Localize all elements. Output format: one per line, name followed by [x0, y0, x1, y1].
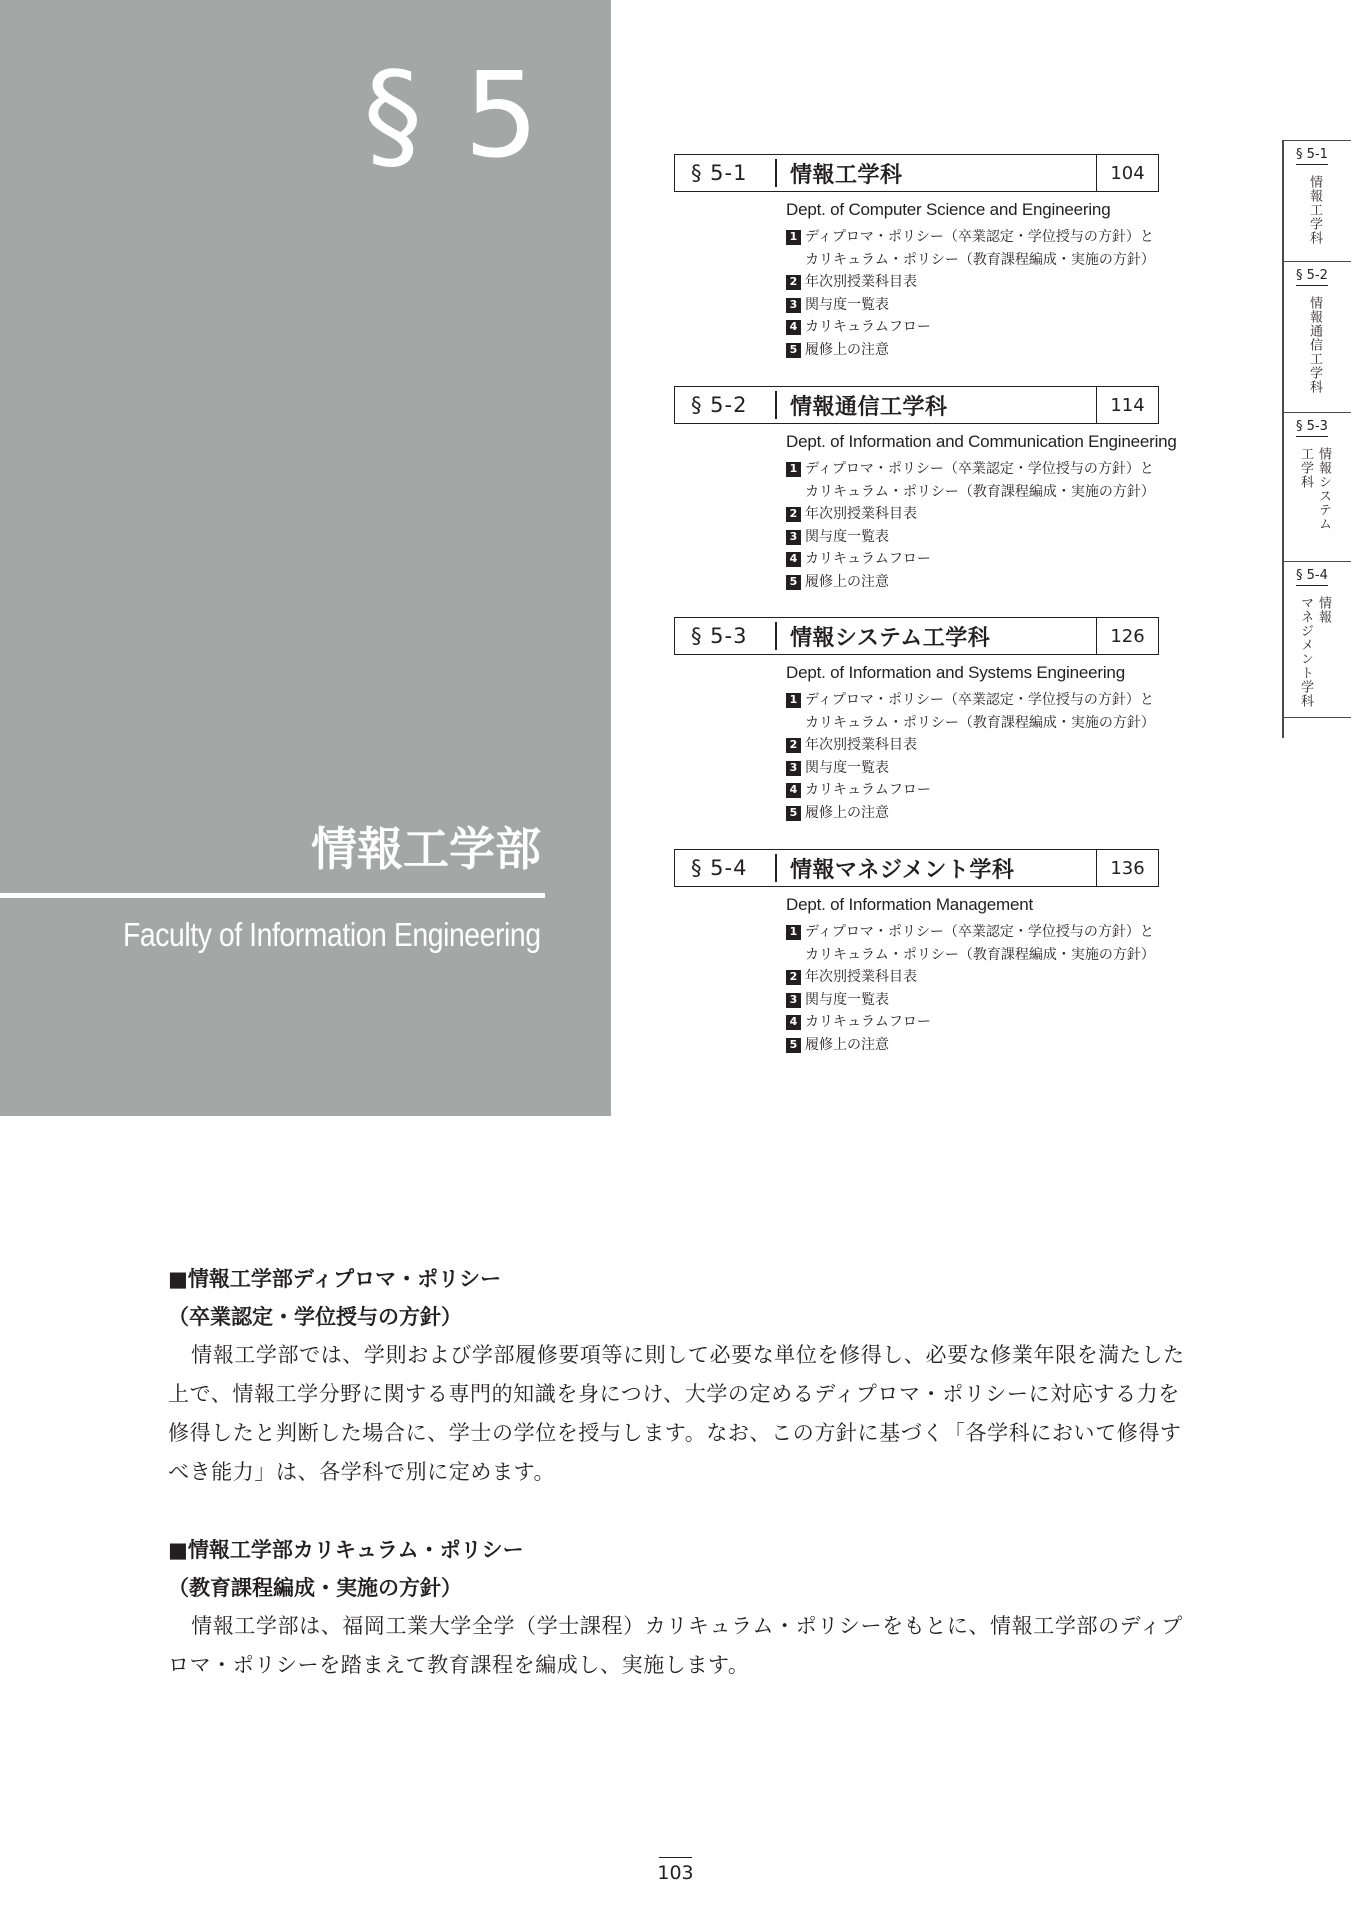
toc-subitem-label-cont: カリキュラム・ポリシー（教育課程編成・実施の方針）	[805, 714, 1155, 731]
item-number-badge: 5	[786, 343, 801, 358]
diploma-policy-subheading: （卒業認定・学位授与の方針）	[168, 1305, 462, 1329]
toc-subitem-label: 年次別授業科目表	[805, 737, 917, 753]
item-number-badge: 3	[786, 761, 801, 776]
toc-subitem	[786, 802, 1159, 825]
item-number-badge: 3	[786, 298, 801, 313]
side-tab[interactable]	[1284, 562, 1351, 718]
toc-entry[interactable]	[674, 386, 1177, 593]
toc-department-english: Dept. of Information Management	[786, 895, 1034, 914]
toc-subitem-label-cont: カリキュラム・ポリシー（教育課程編成・実施の方針）	[805, 483, 1155, 500]
toc-subitem-label-cont: カリキュラム・ポリシー（教育課程編成・実施の方針）	[805, 251, 1155, 268]
toc-entry[interactable]	[674, 154, 1159, 361]
side-tab-number: § 5-4	[1296, 568, 1328, 586]
toc-subitem	[786, 689, 1159, 734]
diploma-policy-body: 情報工学部では、学則および学部履修要項等に則して必要な単位を修得し、必要な修業年限を満たした上で、情報工学分野に関する専門的知識を身につけ、大学の定めるディプロマ・ポリシーに対応する力を修得したと判断した場合に、学士の学位を授与します。なお、この方針に基づく「各学科において修得すべき能力」は、各学科で別に定めます。	[168, 1343, 1185, 1484]
toc-subitem-label: 関与度一覧表	[805, 759, 889, 776]
toc-department-english: Dept. of Information and Systems Engineering	[786, 663, 1125, 682]
item-number-badge: 4	[786, 783, 801, 798]
toc-subitem-label: カリキュラムフロー	[805, 551, 931, 567]
toc-department-title: 情報システム工学科	[790, 625, 991, 651]
toc-subitem-label: 年次別授業科目表	[805, 274, 917, 290]
toc-subitem-label: 関与度一覧表	[805, 296, 889, 313]
item-number-badge: 4	[786, 552, 801, 567]
item-number-badge: 1	[786, 462, 801, 477]
diploma-policy-heading: ■情報工学部ディプロマ・ポリシー	[168, 1267, 502, 1291]
toc-entry-header[interactable]	[674, 154, 1159, 192]
toc-subitem-label: 年次別授業科目表	[805, 506, 917, 522]
toc-entry-header[interactable]	[674, 849, 1159, 887]
toc-subitem	[786, 734, 1159, 757]
toc-entry[interactable]	[674, 617, 1159, 824]
toc-subitem-label: カリキュラムフロー	[805, 1014, 931, 1030]
item-number-badge: 1	[786, 925, 801, 940]
toc-subitem-label: ディプロマ・ポリシー（卒業認定・学位授与の方針）と	[805, 229, 1154, 245]
toc-subitem	[786, 226, 1159, 271]
toc-entry-body	[674, 655, 1159, 824]
toc-subitem	[786, 571, 1159, 594]
item-number-badge: 5	[786, 575, 801, 590]
toc-department-english: Dept. of Information and Communication Engineering	[786, 432, 1177, 451]
side-tab-label: 情報通信工学科	[1307, 296, 1322, 394]
curriculum-policy-subheading: （教育課程編成・実施の方針）	[168, 1576, 462, 1600]
side-tab-number: § 5-1	[1296, 147, 1328, 165]
faculty-divider	[0, 893, 545, 898]
curriculum-policy-body: 情報工学部は、福岡工業大学全学（学士課程）カリキュラム・ポリシーをもとに、情報工学部のディプロマ・ポリシーを踏まえて教育課程を編成し、実施します。	[168, 1614, 1183, 1677]
side-tab-number: § 5-2	[1296, 268, 1328, 286]
side-tab[interactable]	[1284, 141, 1351, 262]
toc-subitem-label: 履修上の注意	[805, 573, 889, 590]
toc-subitem-label: ディプロマ・ポリシー（卒業認定・学位授与の方針）と	[805, 461, 1154, 477]
curriculum-policy-heading: ■情報工学部カリキュラム・ポリシー	[168, 1538, 524, 1562]
toc-page-number: 126	[1096, 618, 1158, 654]
toc-subitem-label: 関与度一覧表	[805, 991, 889, 1008]
toc-entry-body	[674, 424, 1177, 593]
toc-subitem	[786, 548, 1159, 571]
toc-subitem-label: 履修上の注意	[805, 341, 889, 358]
toc-subitem	[786, 921, 1159, 966]
toc-entry-header[interactable]	[674, 617, 1159, 655]
section-number: § 5	[363, 46, 541, 184]
side-tab-label: 情報工学科	[1307, 175, 1322, 245]
toc-section-number: § 5-3	[691, 624, 748, 648]
item-number-badge: 5	[786, 1038, 801, 1053]
side-tab-label: 工学科	[1298, 447, 1313, 489]
item-number-badge: 3	[786, 993, 801, 1008]
item-number-badge: 2	[786, 970, 801, 985]
toc-page-number: 114	[1096, 387, 1158, 423]
toc-subitem-label: カリキュラムフロー	[805, 782, 931, 798]
toc-entry-header[interactable]	[674, 386, 1159, 424]
toc-page-number: 136	[1096, 850, 1158, 886]
toc-page-number: 104	[1096, 155, 1158, 191]
item-number-badge: 2	[786, 738, 801, 753]
toc-section-number: § 5-2	[691, 393, 748, 417]
toc-department-title: 情報マネジメント学科	[790, 857, 1015, 883]
toc-subitem	[786, 989, 1159, 1012]
page-number: 103	[657, 1862, 694, 1884]
toc-department-english: Dept. of Computer Science and Engineering	[786, 200, 1111, 219]
side-tab[interactable]	[1284, 413, 1351, 562]
toc-subitem	[786, 458, 1159, 503]
toc-section-number: § 5-4	[691, 856, 748, 880]
toc-subitem	[786, 294, 1159, 317]
item-number-badge: 2	[786, 507, 801, 522]
item-number-badge: 2	[786, 275, 801, 290]
side-tab[interactable]	[1284, 262, 1351, 413]
toc-entry-body	[674, 887, 1159, 1056]
toc-subitem-label: カリキュラムフロー	[805, 319, 931, 335]
curriculum-policy-section	[168, 1531, 1188, 1685]
toc-subitem	[786, 271, 1159, 294]
toc-department-title: 情報通信工学科	[790, 394, 948, 420]
item-number-badge: 1	[786, 693, 801, 708]
toc-subitem-label: 年次別授業科目表	[805, 969, 917, 985]
toc-subitem-label-cont: カリキュラム・ポリシー（教育課程編成・実施の方針）	[805, 946, 1155, 963]
side-tab-number: § 5-3	[1296, 419, 1328, 437]
item-number-badge: 4	[786, 1015, 801, 1030]
toc-subitem	[786, 339, 1159, 362]
toc-subitem-label: 履修上の注意	[805, 804, 889, 821]
cover-panel	[0, 0, 611, 1116]
folio-rule	[659, 1857, 692, 1858]
item-number-badge: 4	[786, 320, 801, 335]
item-number-badge: 3	[786, 530, 801, 545]
toc-subitem	[786, 503, 1159, 526]
toc-subitem	[786, 779, 1159, 802]
side-tab-label: 情報	[1316, 596, 1331, 624]
side-index-tabs	[1282, 140, 1351, 738]
faculty-title-en: Faculty of Information Engineering	[123, 916, 541, 953]
side-tab-label: 情報システム	[1316, 447, 1331, 531]
toc-subitem-label: 履修上の注意	[805, 1036, 889, 1053]
toc-subitem	[786, 316, 1159, 339]
toc-entry[interactable]	[674, 849, 1159, 1056]
item-number-badge: 1	[786, 230, 801, 245]
faculty-title-ja: 情報工学部	[311, 822, 541, 876]
toc-subitem	[786, 1011, 1159, 1034]
diploma-policy-section	[168, 1260, 1188, 1492]
item-number-badge: 5	[786, 806, 801, 821]
toc-entry-body	[674, 192, 1159, 361]
toc-subitem-label: ディプロマ・ポリシー（卒業認定・学位授与の方針）と	[805, 924, 1154, 940]
toc-subitem-label: ディプロマ・ポリシー（卒業認定・学位授与の方針）と	[805, 692, 1154, 708]
toc-subitem	[786, 1034, 1159, 1057]
toc-subitem	[786, 966, 1159, 989]
toc-subitem	[786, 757, 1159, 780]
toc-subitem	[786, 526, 1159, 549]
side-tab-label: マネジメント学科	[1298, 596, 1313, 708]
toc-department-title: 情報工学科	[790, 162, 903, 188]
toc-section-number: § 5-1	[691, 161, 748, 185]
toc-subitem-label: 関与度一覧表	[805, 528, 889, 545]
